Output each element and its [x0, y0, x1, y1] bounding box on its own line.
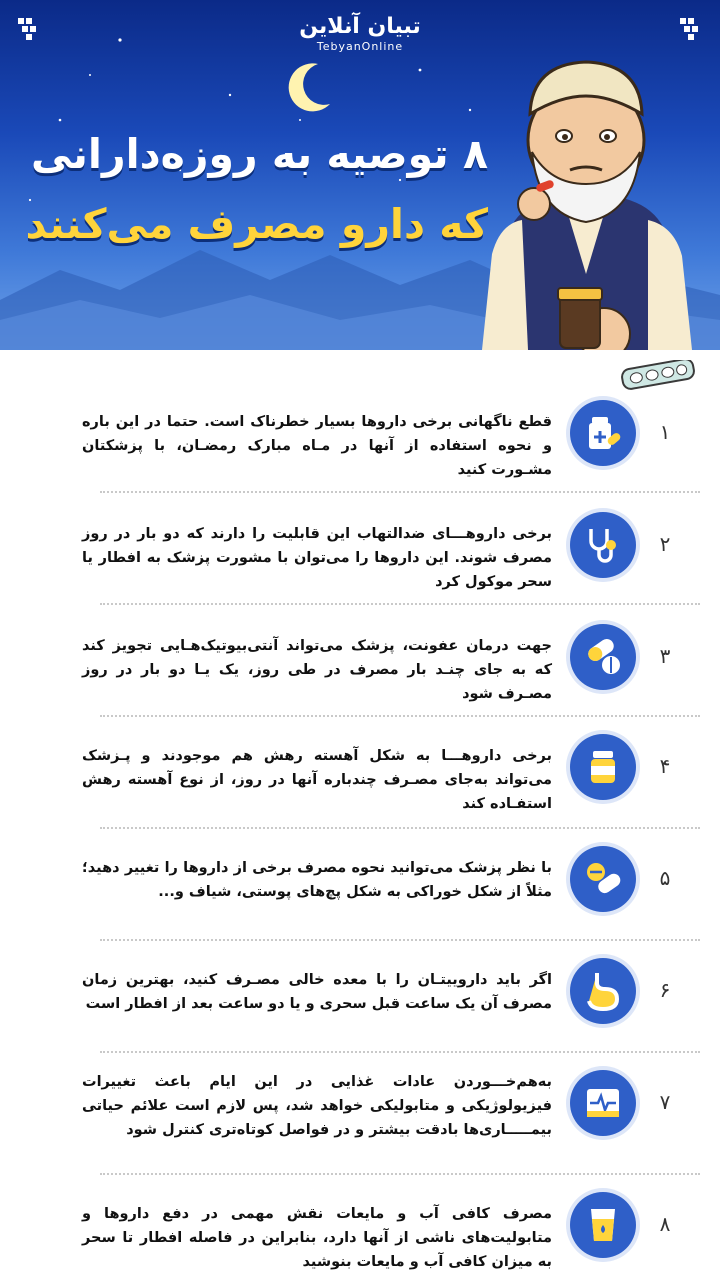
water-glass-icon	[570, 1192, 636, 1258]
separator	[100, 1051, 700, 1053]
list-item	[0, 400, 720, 512]
title-line-2: که دارو مصرف می‌کنند	[25, 200, 488, 248]
separator	[100, 1173, 700, 1175]
list-item	[0, 512, 720, 624]
item-number: ۱	[659, 420, 671, 444]
item-number: ۵	[659, 866, 671, 890]
separator	[100, 491, 700, 493]
item-text: مصرف کافی آب و مایعات نقش مهمی در دفع داروها و متابولیت‌های ناشی از آنها دارد، بنابراین در فاصله افطار تا سحر به میزان کافی آب و مایعات بنوشید	[82, 1206, 552, 1270]
separator	[100, 827, 700, 829]
tablet-capsule-icon	[570, 846, 636, 912]
hero-banner	[0, 0, 720, 350]
item-number: ۳	[659, 644, 671, 668]
stomach-icon	[570, 958, 636, 1024]
item-text: اگر باید داروییتـان را با معده خالی مصـرف کنید، بهترین زمان مصرف آن یک ساعت قبل سحری و یا دو ساعت بعد از افطار است	[82, 972, 552, 1012]
item-number: ۶	[659, 978, 671, 1002]
brand-name-persian: تبیان آنلاین	[299, 14, 421, 39]
list-item	[0, 846, 720, 958]
pills-icon	[570, 624, 636, 690]
list-item	[0, 1192, 720, 1280]
separator	[100, 715, 700, 717]
crescent-moon-icon	[289, 63, 330, 111]
list-item	[0, 624, 720, 736]
title-line-1: ۸ توصیه به روزه‌دارانی	[31, 130, 488, 178]
item-number: ۸	[659, 1212, 671, 1236]
heart-monitor-icon	[570, 1070, 636, 1136]
old-man-illustration	[452, 44, 720, 350]
stethoscope-icon	[570, 512, 636, 578]
pill-strip-icon	[620, 360, 700, 390]
item-number: ۴	[659, 754, 671, 778]
separator	[100, 939, 700, 941]
item-number: ۲	[659, 532, 671, 556]
separator	[100, 603, 700, 605]
brand-name-english: TebyanOnline	[316, 40, 404, 53]
medicine-box-icon	[570, 400, 636, 466]
item-text: با نظر پزشک می‌توانید نحوه مصرف برخی از داروها را تغییر دهید؛ مثلاً از شکل خوراکی به شکل پچ‌های پوستی، شیاف و...	[82, 860, 552, 900]
item-text: جهت درمان عفونت، پزشک می‌تواند آنتی‌بیوتیک‌هـایی تجویز کند که به جای چنـد بار مصرف در طی روز، یک یـا دو بار در روز مصـرف شود	[82, 638, 552, 702]
item-text: به‌هم‌خـــوردن عادات غذایی در این ایام باعث تغییرات فیزیولوژیکی و متابولیکی خواهد شد، پس لازم است علائم حیاتی بیمـــــاری‌ها بادقت بیشتر و در فواصل کوتاه‌تری کنترل شود	[82, 1074, 552, 1138]
pill-bottle-icon	[570, 734, 636, 800]
item-number: ۷	[659, 1090, 671, 1114]
list-item	[0, 734, 720, 846]
item-text: برخی داروهـــا به شکل آهسته رهش هم موجودند و پـزشک می‌تواند به‌جای مصـرف چندباره آنها در روز، از نوع آهسته رهش استفـاده کند	[82, 748, 552, 812]
item-text: قطع ناگهانی برخی داروها بسیار خطرناک است. حتما در این باره و نحوه استفاده از آنها در مـاه مبارک رمضـان، با پزشکتان مشـورت کنید	[82, 414, 552, 478]
list-item	[0, 1070, 720, 1182]
item-text: برخی داروهـــای ضدالتهاب این قابلیت را دارند که دو بار در روز مصرف شوند. این داروها را می‌توان با مشورت پزشک به افطار یا سحر موکول کرد	[82, 526, 552, 590]
list-item	[0, 958, 720, 1070]
